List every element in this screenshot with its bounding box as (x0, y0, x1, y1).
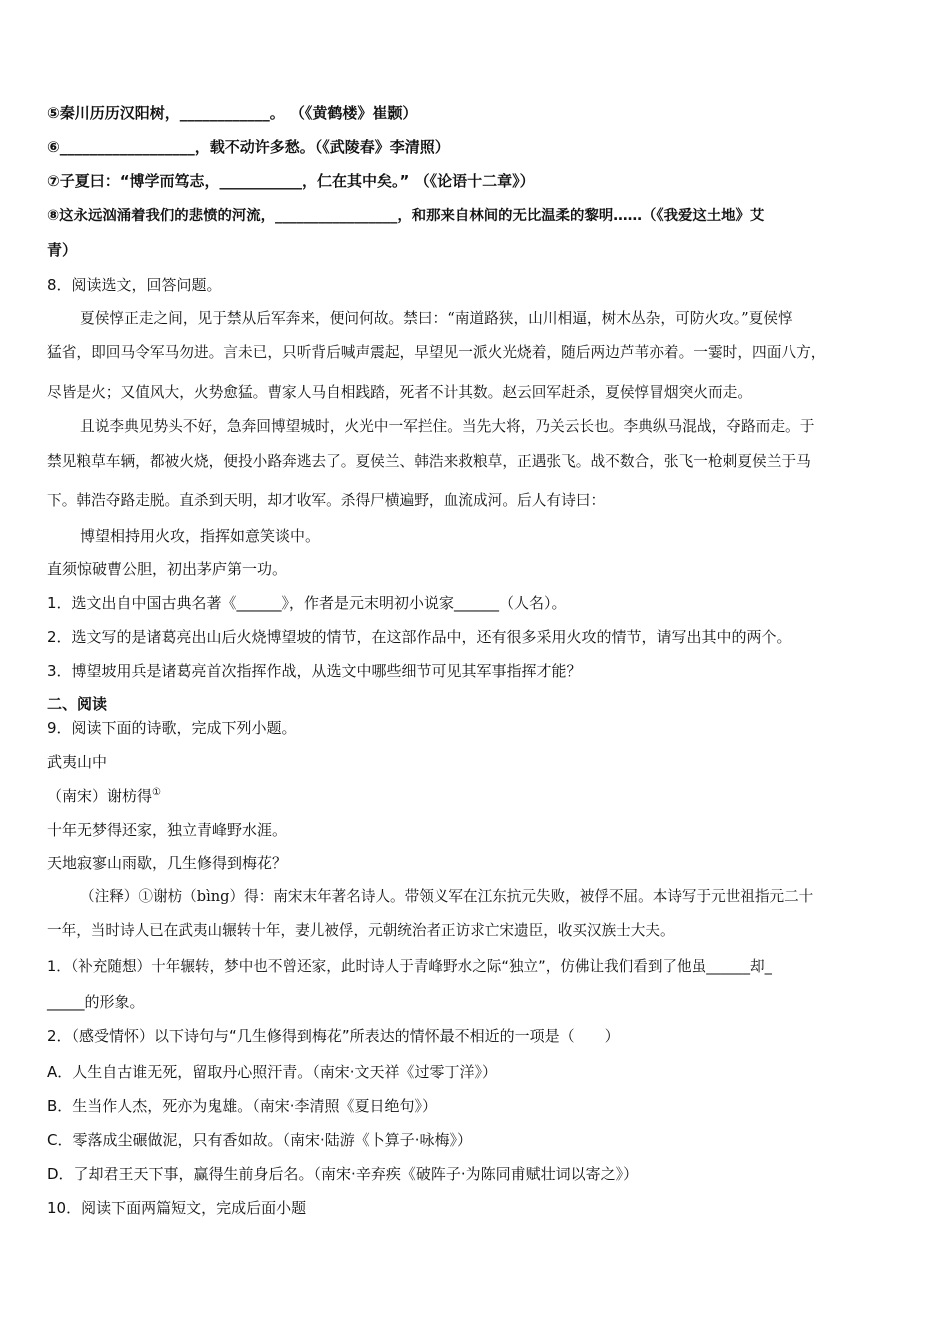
recitation-q8-line1: ⑧这永远汹涌着我们的悲愤的河流，_________________，和那来自林间的无比温柔的黎明……（《我爱这土地》艾 (47, 208, 765, 224)
option-c: C．零落成尘碾做泥，只有香如故。（南宋·陆游《卜算子·咏梅》） (47, 1131, 473, 1149)
question9-sub-1-line2: _____的形象。 (47, 993, 145, 1011)
passage-paragraph: 禁见粮草车辆，都被火烧，便投小路奔逃去了。夏侯兰、韩浩来救粮草，正遇张飞。战不数合，张飞一枪刺夏侯兰于马 (47, 453, 811, 470)
question10-heading: 10．阅读下面两篇短文，完成后面小题 (47, 1199, 307, 1217)
passage-paragraph: 且说李典见势头不好，急奔回博望城时，火光中一军拦住。当先大将，乃关云长也。李典纵马混战，夺路而走。于 (80, 418, 815, 435)
question9-sub-1-line1: 1．（补充随想）十年辗转，梦中也不曾还家，此时诗人于青峰野水之际“独立”，仿佛让我们看到了他虽______却_ (47, 958, 772, 975)
question8-sub-3: 3．博望坡用兵是诸葛亮首次指挥作战，从选文中哪些细节可见其军事指挥才能？ (47, 662, 582, 680)
poem-author (47, 786, 161, 806)
option-b: B．生当作人杰，死亦为鬼雄。（南宋·李清照《夏日绝句》） (47, 1097, 438, 1115)
section-title: 二、阅读 (47, 695, 108, 713)
option-a: A．人生自古谁无死，留取丹心照汗青。（南宋·文天祥《过零丁洋》） (47, 1063, 498, 1081)
question8-heading: 8．阅读选文，回答问题。 (47, 276, 222, 294)
passage-paragraph: 夏侯惇正走之间，见于禁从后军奔来，便问何故。禁曰：“南道路狭，山川相逼，树木丛杂，可防火攻。”夏侯惇 (80, 310, 793, 327)
passage-paragraph: 猛省，即回马令军马勿进。言未已，只听背后喊声震起，早望见一派火光烧着，随后两边芦苇亦着。一霎时，四面八方， (47, 344, 826, 361)
recitation-q6: ⑥__________________，载不动许多愁。（《武陵春》李清照） (47, 138, 450, 156)
poem-line: 十年无梦得还家，独立青峰野水涯。 (47, 821, 288, 839)
poem-author-footnote-mark: ① (152, 787, 161, 798)
recitation-q5: ⑤秦川历历汉阳树，____________。 （《黄鹤楼》崔颢） (47, 104, 418, 122)
poem-title: 武夷山中 (47, 753, 108, 771)
recitation-q8-line2: 青） (47, 241, 78, 259)
passage-paragraph: 下。韩浩夺路走脱。直杀到天明，却才收军。杀得尸横遍野，血流成河。后人有诗曰： (47, 492, 606, 509)
passage-paragraph: 尽皆是火；又值风大，火势愈猛。曹家人马自相践踏，死者不计其数。赵云回军赶杀，夏侯惇冒烟突火而走。 (47, 384, 753, 401)
poem-note-line2: 一年，当时诗人已在武夷山辗转十年，妻儿被俘，元朝统治者正访求亡宋遗臣，收买汉族士大夫。 (47, 922, 675, 939)
recitation-q7: ⑦子夏曰：“博学而笃志，___________，仁在其中矣。” （《论语十二章》） (47, 172, 535, 190)
question9-heading: 9．阅读下面的诗歌，完成下列小题。 (47, 719, 297, 737)
poem-line: 天地寂寥山雨歇，几生修得到梅花？ (47, 854, 288, 872)
option-d: D．了却君王天下事，赢得生前身后名。（南宋·辛弃疾《破阵子·为陈同甫赋壮词以寄之》） (47, 1165, 639, 1183)
question8-sub-2: 2．选文写的是诸葛亮出山后火烧博望坡的情节，在这部作品中，还有很多采用火攻的情节，请写出其中的两个。 (47, 628, 792, 646)
passage-poem-line: 直须惊破曹公胆，初出茅庐第一功。 (47, 560, 288, 578)
poem-note-line1: （注释）①谢枋（bìng）得：南宋末年著名诗人。带领义军在江东抗元失败，被俘不屈。本诗写于元世祖指元二十 (80, 888, 814, 905)
passage-poem-line: 博望相持用火攻，指挥如意笑谈中。 (80, 527, 321, 545)
question9-sub-2: 2．（感受情怀）以下诗句与“几生修得到梅花”所表达的情怀最不相近的一项是（ ） (47, 1027, 620, 1045)
poem-author-text: （南宋）谢枋得 (47, 787, 153, 805)
question8-sub-1: 1．选文出自中国古典名著《______》，作者是元末明初小说家______（人名）。 (47, 594, 567, 612)
